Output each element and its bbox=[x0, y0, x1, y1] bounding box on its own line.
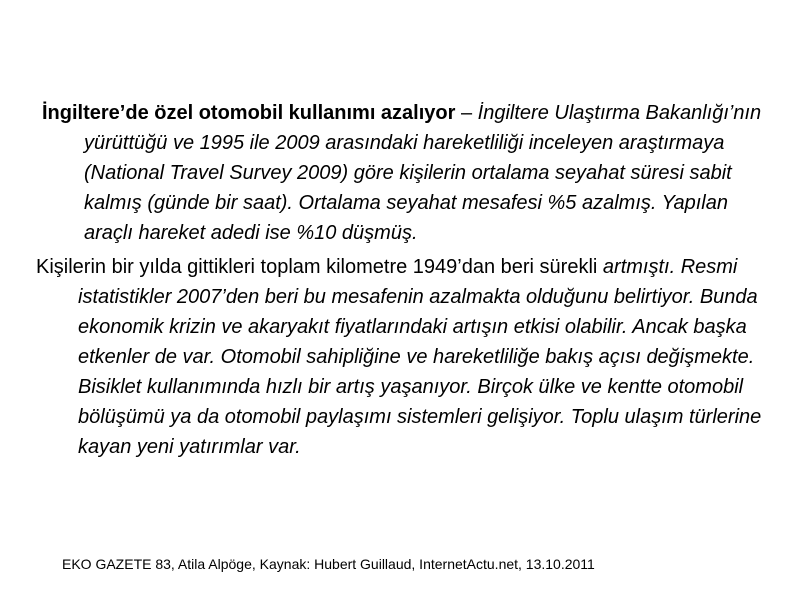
paragraph-2-lead: Kişilerin bir yılda gittikleri toplam kilometre 1949’dan beri sürekli bbox=[36, 256, 598, 278]
source-caption: EKO GAZETE 83, Atila Alpöge, Kaynak: Hubert Guillaud, InternetActu.net, 13.10.2011 bbox=[62, 556, 595, 572]
slide-body bbox=[36, 98, 776, 466]
headline: İngiltere’de özel otomobil kullanımı azalıyor bbox=[42, 102, 456, 124]
headline-separator: – bbox=[455, 102, 478, 124]
paragraph-2-text: artmıştı. Resmi istatistikler 2007’den beri bu mesafenin azalmakta olduğunu belirtiyor. Bunda ekonomik krizin ve akaryakıt fiyatlarındaki artışın etkisi olabilir. Ancak başka etkenler de var. Otomobil sahipliğine ve hareketliliğe bakış açısı değişmekte. Bisiklet kullanımında hızlı bir artış yaşanıyor. Birçok ülke ve kentte otomobil bölüşümü ya da otomobil paylaşımı sistemleri gelişiyor. Toplu ulaşım türlerine kayan yeni yatırımlar var. bbox=[78, 256, 762, 458]
paragraph-headline-block bbox=[42, 98, 776, 248]
paragraph-1-text: İngiltere Ulaştırma Bakanlığı’nın yürüttüğü ve 1995 ile 2009 arasındaki hareketliliği inceleyen araştırmaya (National Travel Survey 2009) göre kişilerin ortalama seyahat süresi sabit kalmış (günde bir saat). Ortalama seyahat mesafesi %5 azalmış. Yapılan araçlı hareket adedi ise %10 düşmüş. bbox=[84, 102, 762, 244]
paragraph-2 bbox=[36, 252, 776, 462]
